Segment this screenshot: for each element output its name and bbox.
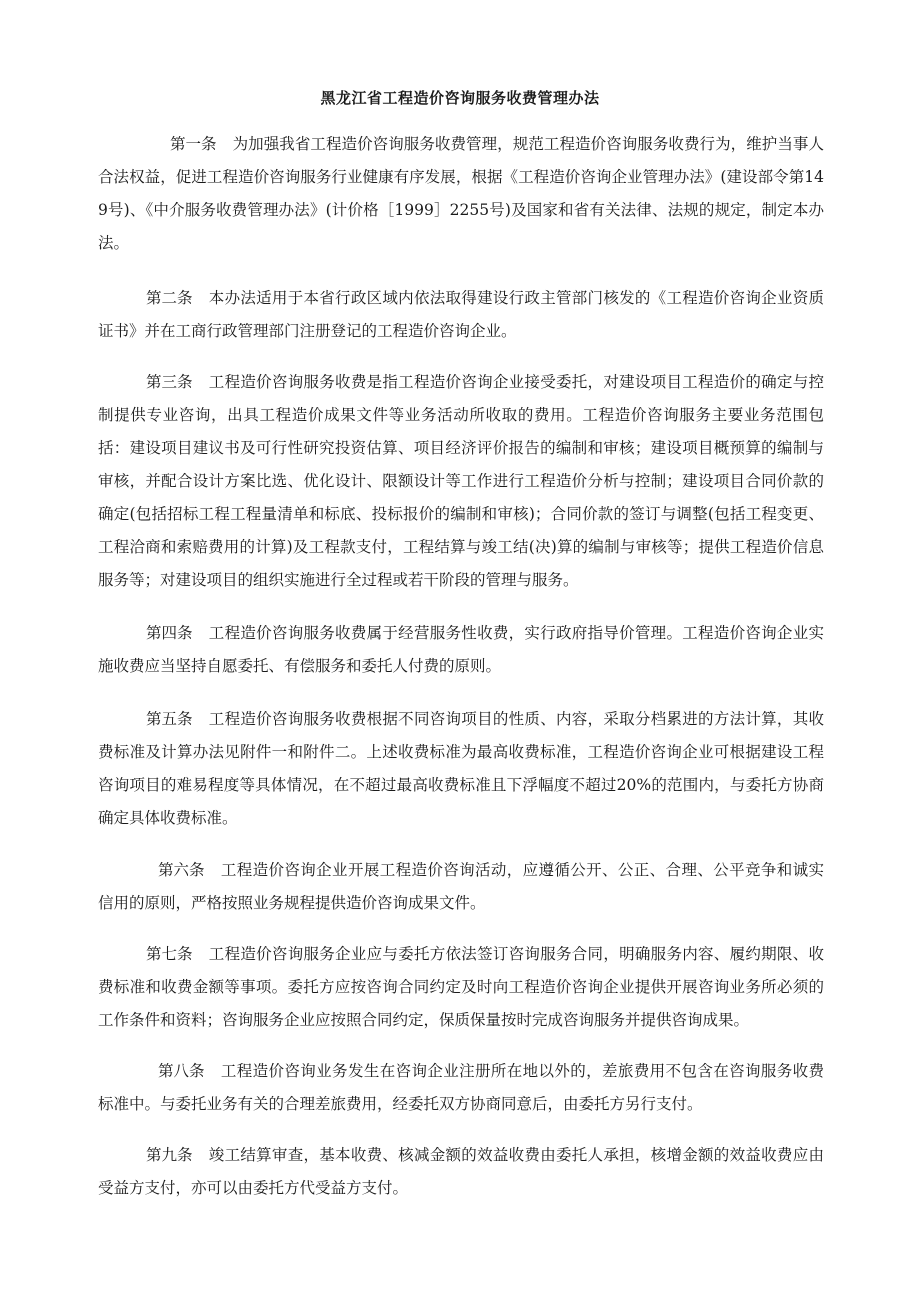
article-8 <box>98 1055 824 1121</box>
article-text: 竣工结算审查，基本收费、核减金额的效益收费由委托人承担，核增金额的效益收费应由受益方支付，亦可以由委托方代受益方支付。 <box>98 1146 824 1197</box>
article-9 <box>98 1139 824 1205</box>
document-title: 黑龙江省工程造价咨询服务收费管理办法 <box>320 89 600 107</box>
article-text: 为加强我省工程造价咨询服务收费管理，规范工程造价咨询服务收费行为，维护当事人合法权益，促进工程造价咨询服务行业健康有序发展，根据《工程造价咨询企业管理办法》(建设部令第149号)、《中介服务收费管理办法》(计价格［1999］2255号)及国家和省有关法律、法规的规定，制定本办法。 <box>98 135 824 252</box>
article-number: 第三条 <box>146 373 193 391</box>
article-number: 第一条 <box>170 135 217 153</box>
article-number: 第二条 <box>146 289 193 307</box>
article-text: 本办法适用于本省行政区域内依法取得建设行政主管部门核发的《工程造价咨询企业资质证书》并在工商行政管理部门注册登记的工程造价咨询企业。 <box>98 289 824 340</box>
article-text: 工程造价咨询业务发生在咨询企业注册所在地以外的，差旅费用不包含在咨询服务收费标准中。与委托业务有关的合理差旅费用，经委托双方协商同意后，由委托方另行支付。 <box>98 1062 824 1113</box>
article-number: 第七条 <box>146 945 193 963</box>
article-number: 第四条 <box>146 624 193 642</box>
article-text: 工程造价咨询服务收费根据不同咨询项目的性质、内容，采取分档累进的方法计算，其收费标准及计算办法见附件一和附件二。上述收费标准为最高收费标准，工程造价咨询企业可根据建设工程咨询项目的难易程度等具体情况，在不超过最高收费标准且下浮幅度不超过20%的范围内，与委托方协商确定具体收费标准。 <box>98 710 824 827</box>
article-number: 第六条 <box>158 861 205 879</box>
article-number: 第八条 <box>158 1062 205 1080</box>
article-2 <box>98 282 824 348</box>
article-5 <box>98 703 824 835</box>
article-text: 工程造价咨询服务收费属于经营服务性收费，实行政府指导价管理。工程造价咨询企业实施收费应当坚持自愿委托、有偿服务和委托人付费的原则。 <box>98 624 824 675</box>
article-number: 第九条 <box>146 1146 193 1164</box>
article-4 <box>98 617 824 683</box>
article-text: 工程造价咨询企业开展工程造价咨询活动，应遵循公开、公正、合理、公平竞争和诚实信用的原则，严格按照业务规程提供造价咨询成果文件。 <box>98 861 824 912</box>
article-text: 工程造价咨询服务企业应与委托方依法签订咨询服务合同，明确服务内容、履约期限、收费标准和收费金额等事项。委托方应按咨询合同约定及时向工程造价咨询企业提供开展咨询业务所必须的工作条件和资料；咨询服务企业应按照合同约定，保质保量按时完成咨询服务并提供咨询成果。 <box>98 945 824 1029</box>
article-text: 工程造价咨询服务收费是指工程造价咨询企业接受委托，对建设项目工程造价的确定与控制提供专业咨询，出具工程造价成果文件等业务活动所收取的费用。工程造价咨询服务主要业务范围包括：建设项目建议书及可行性研究投资估算、项目经济评价报告的编制和审核；建设项目概预算的编制与审核，并配合设计方案比选、优化设计、限额设计等工作进行工程造价分析与控制；建设项目合同价款的确定(包括招标工程工程量清单和标底、投标报价的编制和审核)；合同价款的签订与调整(包括工程变更、工程洽商和索赔费用的计算)及工程款支付，工程结算与竣工结(决)算的编制与审核等；提供工程造价信息服务等；对建设项目的组织实施进行全过程或若干阶段的管理与服务。 <box>98 373 824 589</box>
article-1 <box>98 128 824 260</box>
article-3 <box>98 366 824 597</box>
article-number: 第五条 <box>146 710 193 728</box>
article-6 <box>98 854 824 920</box>
article-7 <box>98 938 824 1037</box>
